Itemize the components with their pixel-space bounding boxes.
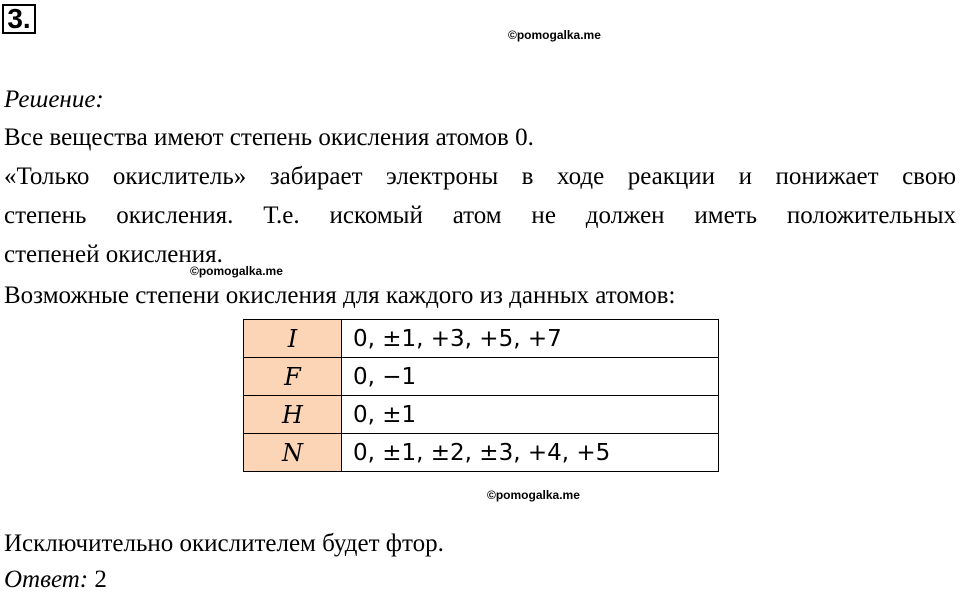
table-row [244,358,719,396]
atom-cell: H [244,396,342,434]
watermark-top: ©pomogalka.me [508,28,601,42]
answer-line [4,566,107,594]
table-row [244,320,719,358]
task-number: 3. [2,4,36,34]
text-line-2: «Только окислитель» забирает электроны в ходе реакции и понижает свою [4,163,956,190]
text-line-3: степень окисления. Т.е. искомый атом не должен иметь положительных [4,202,956,229]
atom-cell: I [244,320,342,358]
atom-cell: F [244,358,342,396]
conclusion-text: Исключительно окислителем будет фтор. [4,530,444,557]
oxidation-states-table [243,319,719,472]
watermark-middle: ©pomogalka.me [190,264,283,278]
solution-heading: Решение: [4,86,104,113]
answer-label: Ответ: [4,566,89,593]
states-cell: 0, −1 [342,358,719,396]
text-line-5: Возможные степени окисления для каждого из данных атомов: [4,282,676,309]
text-line-1: Все вещества имеют степень окисления атомов 0. [4,124,534,151]
answer-value: 2 [94,566,107,593]
watermark-bottom: ©pomogalka.me [487,488,580,502]
atom-cell: N [244,434,342,472]
table-row [244,434,719,472]
states-cell: 0, ±1, +3, +5, +7 [342,320,719,358]
text-line-4: степеней окисления. [4,241,223,268]
table-row [244,396,719,434]
states-cell: 0, ±1 [342,396,719,434]
states-cell: 0, ±1, ±2, ±3, +4, +5 [342,434,719,472]
